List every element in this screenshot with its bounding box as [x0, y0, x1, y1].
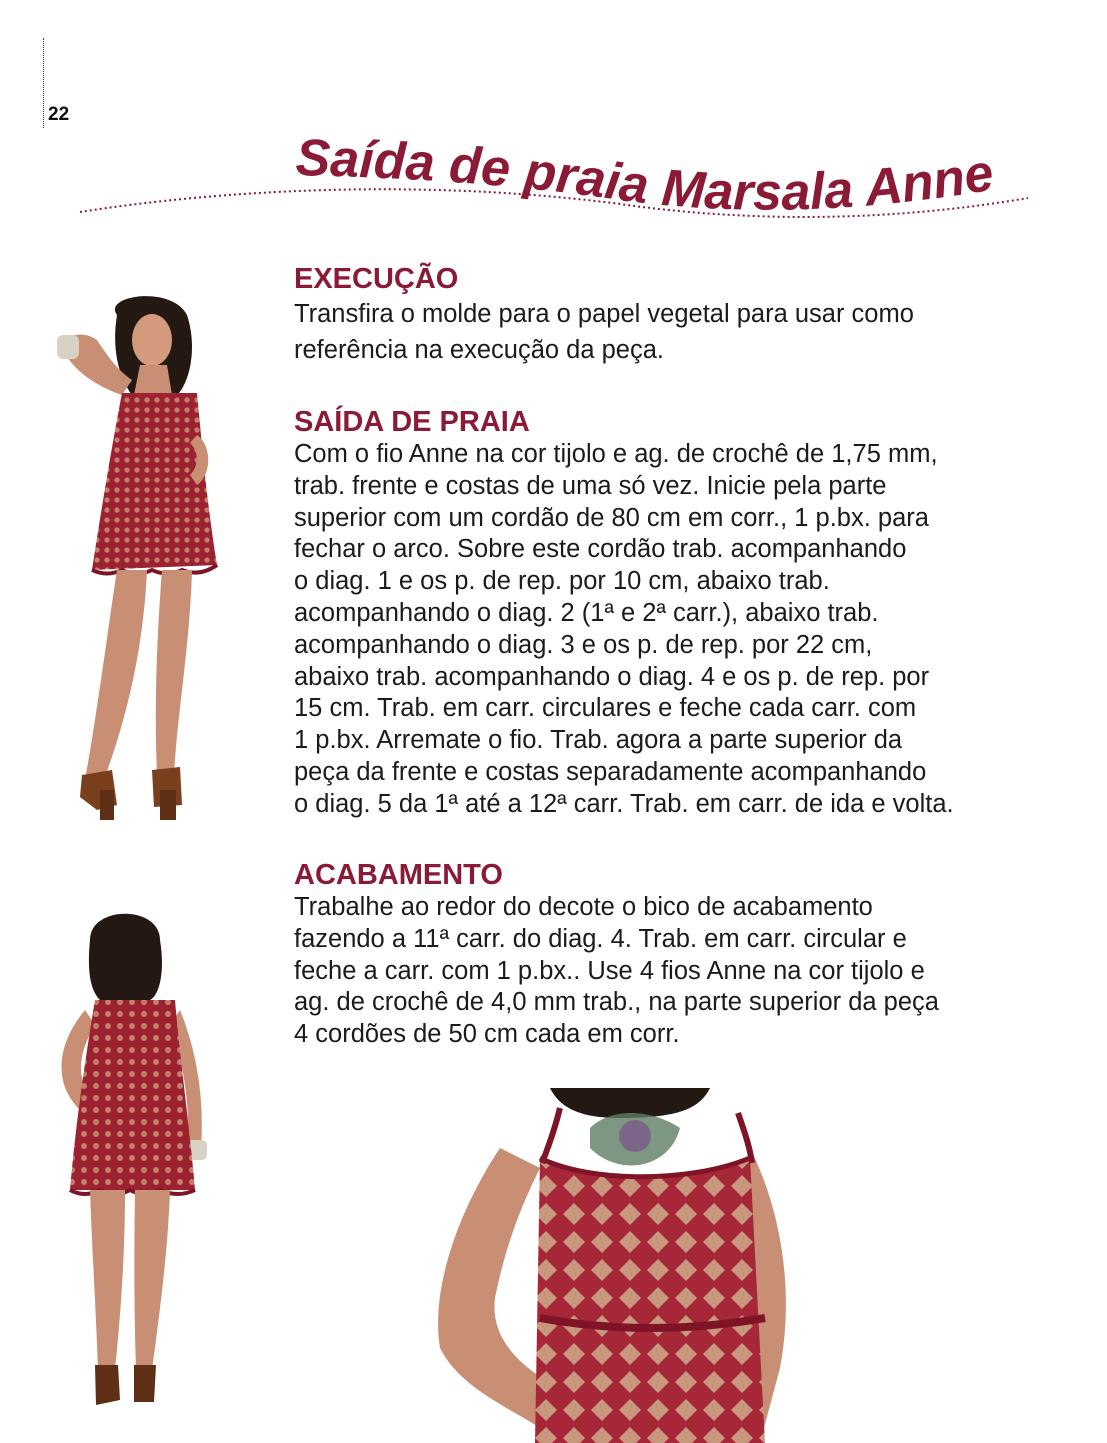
section-execucao — [294, 262, 984, 368]
body-line: referência na execução da peça. — [294, 336, 664, 364]
body-line: peça da frente e costas separadamente acompanhando — [294, 757, 927, 786]
body-line: 1 p.bx. Arremate o fio. Trab. agora a parte superior da — [294, 726, 903, 755]
section-heading: EXECUÇÃO — [294, 263, 459, 295]
body-line: acompanhando o diag. 2 (1ª e 2ª carr.), abaixo trab. — [294, 598, 879, 627]
section-body — [294, 296, 984, 368]
body-line: superior com um cordão de 80 cm em corr., 1 p.bx. para — [294, 503, 929, 532]
body-line: 15 cm. Trab. em carr. circulares e feche cada carr. com — [294, 694, 917, 723]
body-line: ag. de crochê de 4,0 mm trab., na parte superior da peça — [294, 988, 939, 1017]
body-line: fazendo a 11ª carr. do diag. 4. Trab. em carr. circular e — [294, 924, 907, 953]
section-heading: SAÍDA DE PRAIA — [294, 406, 530, 438]
title-banner — [0, 120, 1107, 240]
body-line: 4 cordões de 50 cm cada em corr. — [294, 1020, 680, 1049]
body-line: Trabalhe ao redor do decote o bico de acabamento — [294, 893, 873, 921]
page-number: 22 — [48, 104, 70, 125]
body-line: fechar o arco. Sobre este cordão trab. acompanhando — [294, 535, 907, 564]
page-title: Saída de praia Marsala Anne — [294, 128, 998, 222]
model-front-photo — [22, 285, 242, 825]
body-line: acompanhando o diag. 3 e os p. de rep. por 22 cm, — [294, 630, 873, 659]
body-line: feche a carr. com 1 p.bx.. Use 4 fios Anne na cor tijolo e — [294, 956, 925, 985]
body-line: o diag. 1 e os p. de rep. por 10 cm, abaixo trab. — [294, 567, 830, 596]
section-acabamento — [294, 858, 984, 1051]
section-body — [294, 439, 984, 821]
margin-rule — [43, 38, 44, 128]
section-body — [294, 892, 984, 1051]
body-line: abaixo trab. acompanhando o diag. 4 e os p. de rep. por — [294, 662, 930, 691]
body-line: Com o fio Anne na cor tijolo e ag. de crochê de 1,75 mm, — [294, 440, 938, 468]
dress-back-detail-photo — [420, 1088, 820, 1443]
body-line: trab. frente e costas de uma só vez. Inicie pela parte — [294, 471, 887, 500]
model-back-photo — [30, 900, 230, 1420]
section-saida-de-praia — [294, 405, 984, 821]
body-line: Transfira o molde para o papel vegetal para usar como — [294, 300, 914, 328]
body-line: o diag. 5 da 1ª até a 12ª carr. Trab. em carr. de ida e volta. — [294, 789, 954, 818]
section-heading: ACABAMENTO — [294, 859, 503, 891]
